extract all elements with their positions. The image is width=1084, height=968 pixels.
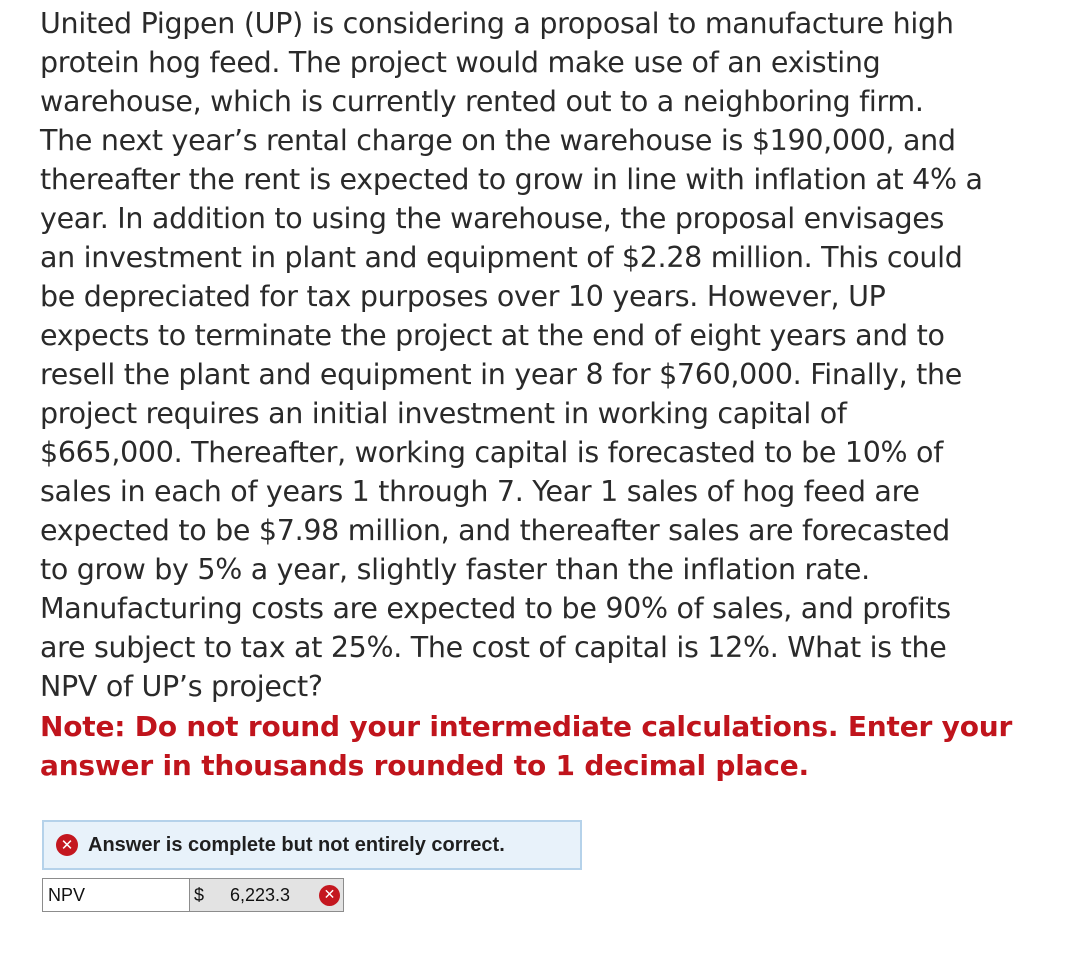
question-line: sales in each of years 1 through 7. Year 1 sales of hog feed are xyxy=(40,475,920,508)
answer-row xyxy=(42,878,344,912)
question-line: to grow by 5% a year, slightly faster than the inflation rate. xyxy=(40,553,870,586)
question-line: NPV of UP’s project? xyxy=(40,670,323,703)
feedback-banner xyxy=(42,820,582,870)
question-line: project requires an initial investment in working capital of xyxy=(40,397,847,430)
currency-symbol: $ xyxy=(194,884,205,905)
question-line: be depreciated for tax purposes over 10 years. However, UP xyxy=(40,280,886,313)
note-line: answer in thousands rounded to 1 decimal place. xyxy=(40,749,809,782)
incorrect-x-icon: ✕ xyxy=(56,834,78,856)
question-line: warehouse, which is currently rented out to a neighboring firm. xyxy=(40,85,924,118)
question-line: thereafter the rent is expected to grow in line with inflation at 4% a xyxy=(40,163,983,196)
question-line: Manufacturing costs are expected to be 90% of sales, and profits xyxy=(40,592,951,625)
question-line: expected to be $7.98 million, and thereafter sales are forecasted xyxy=(40,514,950,547)
incorrect-x-icon: ✕ xyxy=(319,885,340,906)
question-text xyxy=(40,4,1040,706)
feedback-message: Answer is complete but not entirely correct. xyxy=(88,833,505,856)
question-line: an investment in plant and equipment of $2.28 million. This could xyxy=(40,241,963,274)
instruction-note xyxy=(40,707,1040,785)
question-line: year. In addition to using the warehouse, the proposal envisages xyxy=(40,202,945,235)
npv-answer-field[interactable] xyxy=(190,878,344,912)
note-line: Note: Do not round your intermediate calculations. Enter your xyxy=(40,710,1013,743)
answer-label: NPV xyxy=(42,878,190,912)
question-line: are subject to tax at 25%. The cost of capital is 12%. What is the xyxy=(40,631,947,664)
question-line: $665,000. Thereafter, working capital is forecasted to be 10% of xyxy=(40,436,943,469)
question-line: resell the plant and equipment in year 8 for $760,000. Finally, the xyxy=(40,358,962,391)
question-line: protein hog feed. The project would make use of an existing xyxy=(40,46,881,79)
question-line: The next year’s rental charge on the warehouse is $190,000, and xyxy=(40,124,956,157)
question-line: United Pigpen (UP) is considering a proposal to manufacture high xyxy=(40,7,954,40)
answer-value: 6,223.3 xyxy=(230,884,291,905)
question-line: expects to terminate the project at the end of eight years and to xyxy=(40,319,945,352)
